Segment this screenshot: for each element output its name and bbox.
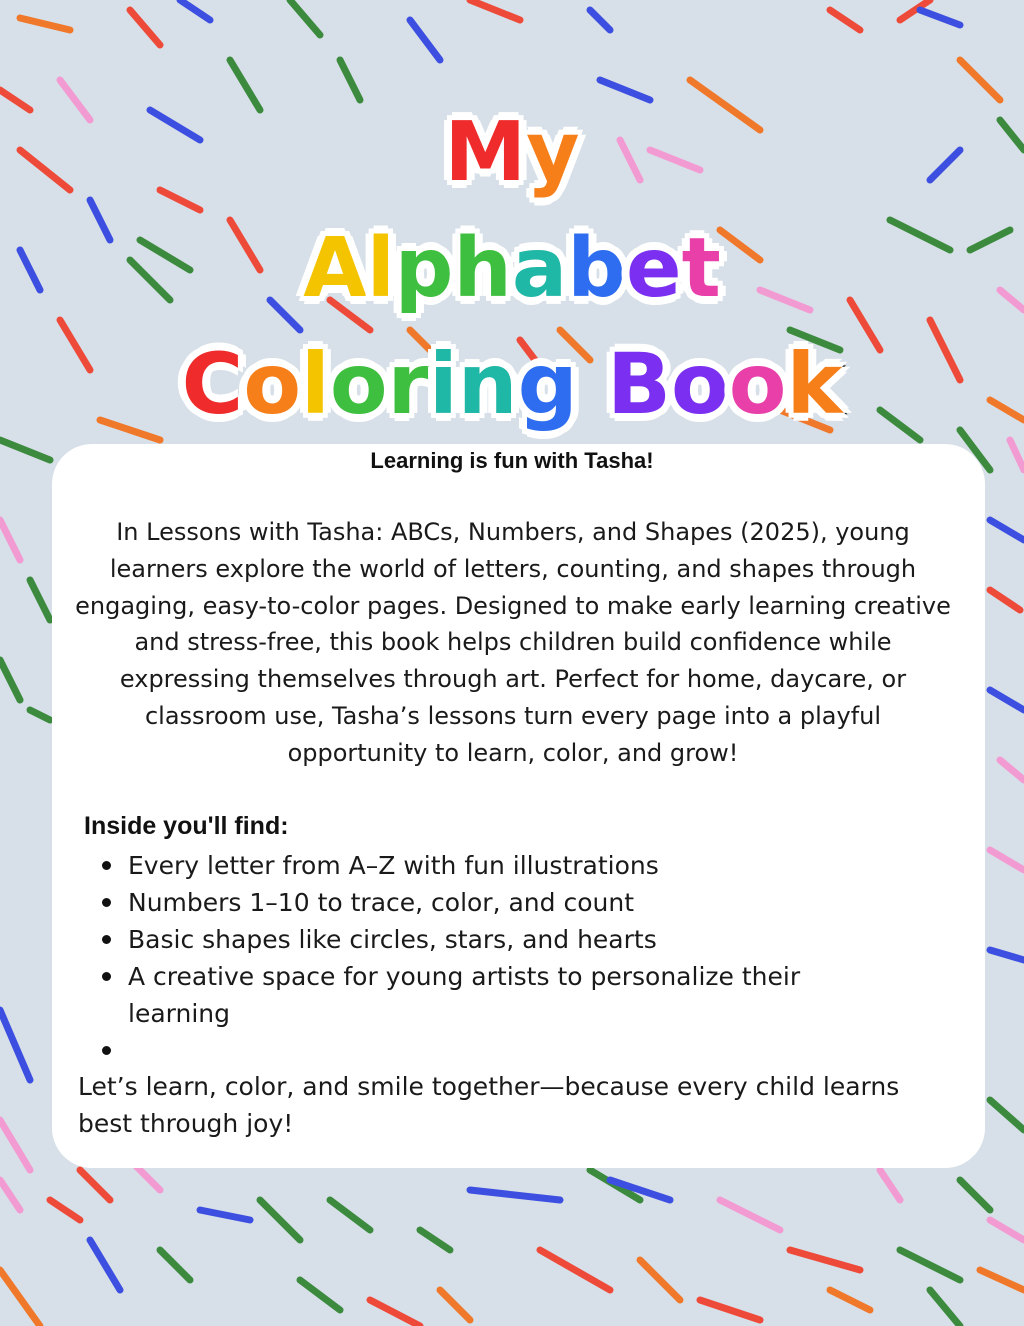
list-item <box>128 884 908 921</box>
title-letter: o <box>243 335 302 433</box>
title-letter: r <box>387 335 429 433</box>
confetti-stroke <box>640 1260 680 1300</box>
confetti-stroke <box>50 1200 80 1220</box>
title-letter: k <box>786 335 843 433</box>
intro-paragraph: In Lessons with Tasha: ABCs, Numbers, and Shapes (2025), young learners explore the world of letters, counting, and shapes through engaging, easy-to-color pages. Designed to make early learning creative and stress-free, this book helps children build confidence while expressing themselves through art. Perfect for home, daycare, or classroom use, Tasha’s lessons turn every page into a playful opportunity to learn, color, and grow! <box>75 518 951 767</box>
title-letter: h <box>453 221 512 316</box>
title-letter <box>578 335 607 433</box>
title-letter: l <box>301 335 330 433</box>
title-letter: b <box>567 221 626 316</box>
list-item-text: Numbers 1–10 to trace, color, and count <box>128 888 634 917</box>
confetti-stroke <box>470 0 520 20</box>
confetti-stroke <box>20 18 70 30</box>
title-letter: y <box>526 105 580 200</box>
title-letter: o <box>671 335 729 433</box>
title-line-my <box>0 105 1024 200</box>
confetti-stroke <box>0 1010 30 1080</box>
confetti-stroke <box>990 950 1024 960</box>
confetti-stroke <box>130 10 160 45</box>
confetti-stroke <box>180 0 210 20</box>
confetti-stroke <box>720 1200 780 1230</box>
confetti-stroke <box>80 1170 110 1200</box>
title-letter: o <box>728 335 787 433</box>
confetti-stroke <box>990 690 1024 710</box>
confetti-stroke <box>90 1240 120 1290</box>
confetti-stroke <box>540 1250 610 1290</box>
confetti-stroke <box>930 1290 960 1326</box>
bullet-icon <box>102 861 111 870</box>
confetti-stroke <box>830 10 860 30</box>
bullet-icon <box>102 898 111 907</box>
title-letter: o <box>329 335 388 433</box>
confetti-stroke <box>290 0 320 35</box>
list-item-text: Basic shapes like circles, stars, and hearts <box>128 925 657 954</box>
list-item <box>128 958 908 1032</box>
confetti-stroke <box>330 1200 370 1230</box>
confetti-stroke <box>990 1100 1024 1130</box>
confetti-stroke <box>990 590 1020 610</box>
bullet-icon <box>102 935 111 944</box>
confetti-stroke <box>30 580 50 620</box>
title-line-coloring-book <box>0 335 1024 433</box>
list-item <box>128 847 908 884</box>
confetti-stroke <box>1000 760 1024 780</box>
title-letter: i <box>428 335 458 433</box>
confetti-stroke <box>160 1250 190 1280</box>
confetti-stroke <box>960 1180 990 1210</box>
confetti-stroke <box>960 60 1000 100</box>
confetti-stroke <box>990 1220 1024 1240</box>
confetti-stroke <box>200 1210 250 1220</box>
inside-heading: Inside you'll find: <box>84 812 289 840</box>
title-letter: l <box>366 221 395 316</box>
confetti-stroke <box>590 10 610 30</box>
title-line-alphabet <box>0 221 1024 316</box>
confetti-stroke <box>0 1120 30 1170</box>
confetti-stroke <box>370 1300 420 1326</box>
bullet-icon <box>102 972 111 981</box>
title-letter: a <box>511 221 568 316</box>
confetti-stroke <box>0 520 20 560</box>
list-item <box>128 1032 908 1069</box>
confetti-stroke <box>980 1270 1024 1290</box>
title-letter: M <box>444 105 527 200</box>
confetti-stroke <box>410 20 440 60</box>
title-letter: A <box>303 221 367 316</box>
list-item-text: A creative space for young artists to personalize their learning <box>128 962 801 1028</box>
confetti-stroke <box>830 1290 870 1310</box>
list-item-text: Every letter from A–Z with fun illustrations <box>128 851 659 880</box>
confetti-stroke <box>230 60 260 110</box>
confetti-stroke <box>300 1280 340 1310</box>
confetti-stroke <box>920 10 960 25</box>
feature-list <box>128 847 908 1069</box>
title-letter: p <box>394 221 454 316</box>
title-letter: B <box>606 335 672 433</box>
list-item <box>128 921 908 958</box>
confetti-stroke <box>440 1290 470 1320</box>
title-letter: t <box>681 221 721 316</box>
confetti-stroke <box>470 1190 560 1200</box>
confetti-stroke <box>420 1230 450 1250</box>
confetti-stroke <box>340 60 360 100</box>
confetti-stroke <box>0 1270 40 1326</box>
confetti-stroke <box>0 1180 20 1210</box>
title-letter: n <box>457 335 518 433</box>
confetti-stroke <box>900 1250 960 1280</box>
closing-paragraph: Let’s learn, color, and smile together—because every child learns best through joy! <box>78 1072 900 1138</box>
confetti-stroke <box>790 1250 860 1270</box>
confetti-stroke <box>30 710 50 720</box>
bullet-icon <box>102 1046 111 1055</box>
confetti-stroke <box>0 660 20 700</box>
confetti-stroke <box>0 90 30 110</box>
confetti-stroke <box>600 80 650 100</box>
confetti-stroke <box>990 850 1024 870</box>
title-letter: C <box>181 335 244 433</box>
title-letter: e <box>625 221 682 316</box>
confetti-stroke <box>990 520 1024 540</box>
confetti-stroke <box>880 1170 900 1200</box>
title-letter: g <box>517 335 578 433</box>
tagline: Learning is fun with Tasha! <box>370 448 654 473</box>
confetti-stroke <box>260 1200 300 1240</box>
confetti-stroke <box>700 1300 760 1320</box>
